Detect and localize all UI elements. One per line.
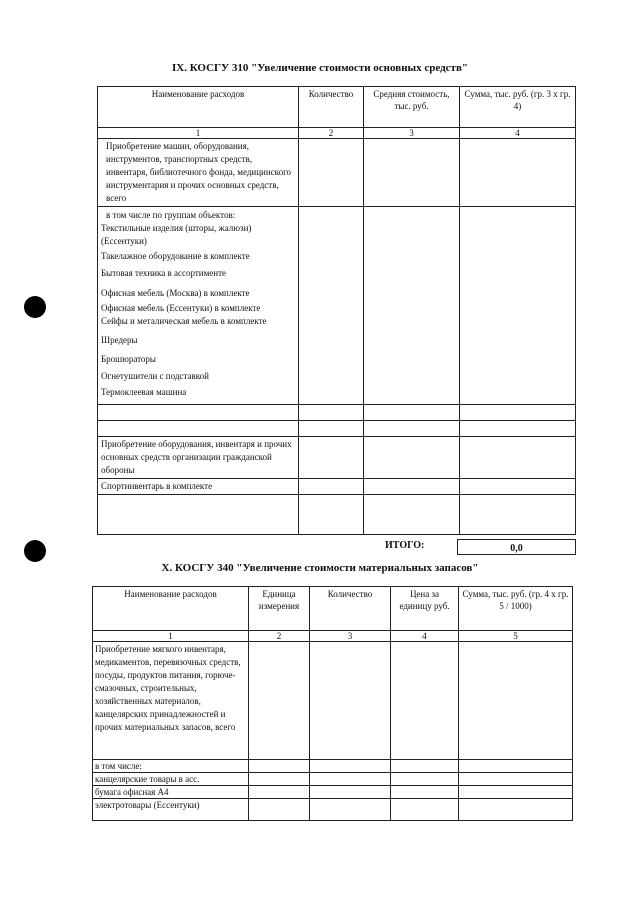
row-sport: Спортинвентарь в комплекте [98,479,299,495]
header-sum: Сумма, тыс. руб. (гр. 3 х гр. 4) [460,87,576,128]
table-row [98,495,576,535]
row-paper-a4: бумага офисная А4 [93,786,249,799]
group-item: Офисная мебель (Ессентуки) в комплекте [101,303,261,313]
colnum-2: 2 [249,631,310,642]
section9-colnum-row [98,128,576,139]
header-quantity: Количество [310,587,391,631]
section10-title: X. КОСГУ 340 "Увеличение стоимости материальных запасов" [161,562,479,574]
itogo-value: 0,0 [457,539,576,555]
header-unit: Единица измерения [249,587,310,631]
row-including: в том числе: [93,760,249,773]
colnum-1: 1 [93,631,249,642]
itogo-label: ИТОГО: [385,540,425,551]
group-item: Бытовая техника в ассортименте [101,268,227,278]
row-stationery: канцелярские товары в асс. [93,773,249,786]
punch-hole-top [24,296,46,318]
row-electrical: электротовары (Ессентуки) [93,799,249,821]
table-row [93,786,573,799]
table-row [98,405,576,421]
table-row [98,479,576,495]
header-avg-cost: Средняя стоимость, тыс. руб. [364,87,460,128]
colnum-4: 4 [460,128,576,139]
table-row [98,437,576,479]
header-quantity: Количество [299,87,364,128]
group-item: Огнетушители с подставкой [101,371,209,381]
group-intro: в том числе по группам объектов: [106,210,236,220]
group-item: Брошюраторы [101,354,156,364]
table-row [93,799,573,821]
colnum-2: 2 [299,128,364,139]
row-groups [98,207,299,405]
colnum-5: 5 [459,631,573,642]
header-name: Наименование расходов [98,87,299,128]
group-item: Офисная мебель (Москва) в комплекте [101,288,250,298]
section9-title: IX. КОСГУ 310 "Увеличение стоимости основных средств" [171,62,469,74]
table-row [98,139,576,207]
punch-hole-bottom [24,540,46,562]
table-row [98,421,576,437]
table-row [93,773,573,786]
header-unit-price: Цена за единицу руб. [391,587,459,631]
row-total-fixed-assets: Приобретение машин, оборудования, инструментов, транспортных средств, инвентаря, библиотечного фонда, медицинского инструментария и прочих основных средств, всего [98,139,299,207]
table-row [93,760,573,773]
section10-colnum-row [93,631,573,642]
row-civil-defense: Приобретение оборудования, инвентаря и прочих основных средств организации гражданской обороны [98,437,299,479]
colnum-4: 4 [391,631,459,642]
section10-table [92,586,573,821]
table-row [93,642,573,760]
row-total-materials: Приобретение мягкого инвентаря, медикаментов, перевязочных средств, посуды, продуктов питания, горюче-смазочных, строительных, хозяйственных материалов, канцелярских принадлежностей и прочих материальных запасов, всего [93,642,249,760]
table-row [98,207,576,405]
colnum-3: 3 [310,631,391,642]
section9-table [97,86,576,535]
header-sum: Сумма, тыс. руб. (гр. 4 х гр. 5 / 1000) [459,587,573,631]
group-item: Термоклеевая машина [101,387,187,397]
group-item: Шредеры [101,335,138,345]
section9-header-row [98,87,576,128]
colnum-1: 1 [98,128,299,139]
group-item: Текстильные изделия (шторы, жалюзи) (Ессентуки) [101,223,252,246]
colnum-3: 3 [364,128,460,139]
header-name: Наименование расходов [93,587,249,631]
section10-header-row [93,587,573,631]
group-item: Такелажное оборудование в комплекте [101,251,250,261]
group-item: Сейфы и металическая мебель в комплекте [101,316,267,326]
